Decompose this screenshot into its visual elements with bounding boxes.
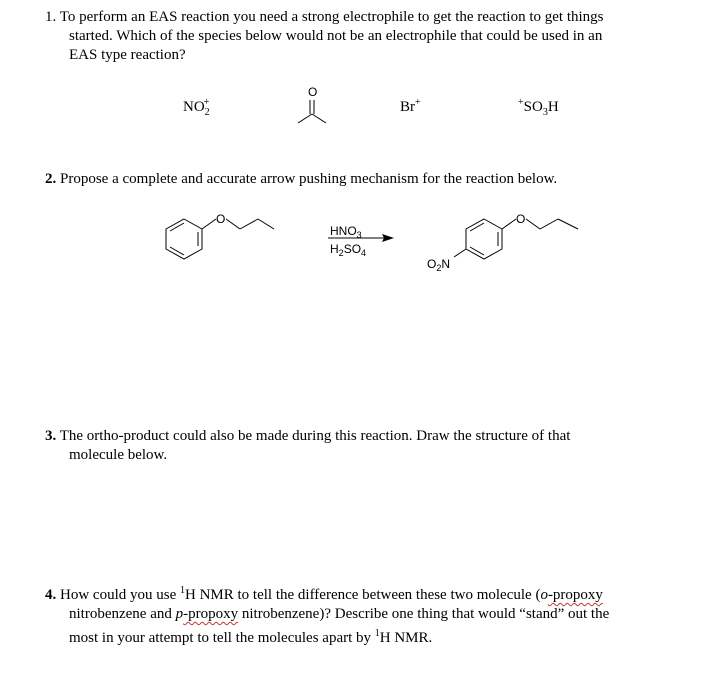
reagent-h2so4-sub1: 2	[338, 248, 344, 258]
so3h-sup: +	[518, 97, 524, 108]
question-4-nmr-sup-2: 1	[374, 628, 380, 639]
question-1-text-2: started. Which of the species below would not be an electrophile that could be used in an	[69, 28, 603, 44]
question-1-line-3	[45, 46, 695, 65]
product-ring-double-1	[470, 223, 484, 231]
br-sup: +	[415, 97, 421, 108]
question-4-nmr-sup: 1	[180, 585, 185, 596]
question-4-para-prefix: p	[175, 606, 184, 622]
question-4-para-word: -propoxy	[183, 606, 239, 622]
no2-base: NO	[183, 99, 205, 115]
question-4	[45, 581, 705, 648]
question-4-text-3a: most in your attempt to tell the molecules apart by	[69, 630, 375, 646]
product-nitro-n: N	[441, 257, 451, 271]
question-3-line-2	[45, 446, 695, 465]
product-nitro-group	[427, 257, 450, 273]
question-3-number: 3.	[45, 428, 57, 444]
question-3-text-1: The ortho-product could also be made during this reaction. Draw the structure of that	[59, 428, 571, 444]
acetone-structure	[288, 84, 338, 130]
reactant-c-c-bond-2	[258, 219, 274, 229]
question-4-number: 4.	[45, 587, 57, 603]
acetone-methyl-bond-left	[298, 114, 312, 123]
question-1-line-2	[45, 27, 695, 46]
product-ring-double-3	[470, 247, 484, 255]
reaction-scheme	[150, 205, 600, 275]
question-1	[45, 8, 695, 65]
question-3	[45, 427, 695, 465]
question-4-text-3b: H NMR.	[379, 630, 433, 646]
question-4-line-2	[45, 605, 705, 624]
acetone-methyl-bond-right	[312, 114, 326, 123]
acetone-oxygen: O	[308, 85, 318, 99]
species-so3h-plus	[518, 97, 559, 118]
product-c-c-bond-2	[558, 219, 578, 229]
so3h-base: SO	[523, 99, 543, 115]
reactant-c-o-bond	[202, 219, 216, 229]
product-benzene-ring	[466, 219, 502, 259]
question-4-line-1	[45, 581, 705, 605]
question-4-text-1b: H NMR to tell the difference between these two molecule (	[185, 587, 541, 603]
species-br-plus	[400, 97, 421, 116]
no2-sup: +	[203, 97, 210, 108]
reactant-c-c-bond-1	[240, 219, 258, 229]
reactant-o-c-bond	[226, 219, 240, 229]
reactant-ring-double-3	[170, 247, 184, 255]
question-3-text-2: molecule below.	[69, 447, 168, 463]
question-2	[45, 170, 695, 189]
reagent-h2so4-a: H	[330, 242, 339, 256]
so3h-sub: 3	[542, 107, 548, 118]
no2-sub: 2	[204, 107, 210, 118]
product-o-c-bond	[526, 219, 540, 229]
reactant-propoxybenzene	[166, 212, 274, 259]
question-4-text-1a: How could you use	[60, 587, 180, 603]
reaction-conditions	[328, 224, 394, 258]
question-1-text-3: EAS type reaction?	[69, 47, 186, 63]
reactant-ring-double-1	[170, 223, 184, 231]
reagent-hno3-sub: 3	[356, 230, 362, 240]
br-base: Br	[400, 99, 415, 115]
question-4-text-2a: nitrobenzene and	[69, 606, 176, 622]
question-2-number: 2.	[45, 171, 57, 187]
reagent-hno3-base: HNO	[330, 224, 357, 238]
question-4-text-2b: nitrobenzene)? Describe one thing that would “stand” out the	[238, 606, 610, 622]
product-c-o-bond	[502, 219, 516, 229]
species-no2-plus	[183, 97, 215, 118]
reagent-h2so4-b: SO	[343, 242, 362, 256]
product-oxygen: O	[516, 212, 526, 226]
product-nitro-o: O	[427, 257, 437, 271]
product-p-propoxy-nitrobenzene	[427, 212, 578, 273]
question-4-line-3	[45, 624, 705, 648]
question-4-ortho-prefix: o	[540, 587, 548, 603]
question-4-ortho-word: -propoxy	[547, 587, 603, 603]
question-1-text-1: To perform an EAS reaction you need a strong electrophile to get the reaction to get things	[59, 9, 604, 25]
product-nitro-sub: 2	[436, 263, 442, 273]
so3h-end: H	[547, 99, 559, 115]
question-1-line-1	[45, 8, 695, 27]
product-c-n-bond	[454, 249, 466, 257]
reactant-oxygen: O	[216, 212, 226, 226]
reagent-h2so4-sub2: 4	[361, 248, 367, 258]
question-1-number: 1.	[45, 9, 57, 25]
question-3-line-1	[45, 427, 695, 446]
reactant-benzene-ring	[166, 219, 202, 259]
reagent-h2so4	[330, 242, 366, 258]
product-c-c-bond-1	[540, 219, 558, 229]
question-2-text: Propose a complete and accurate arrow pushing mechanism for the reaction below.	[60, 171, 558, 187]
